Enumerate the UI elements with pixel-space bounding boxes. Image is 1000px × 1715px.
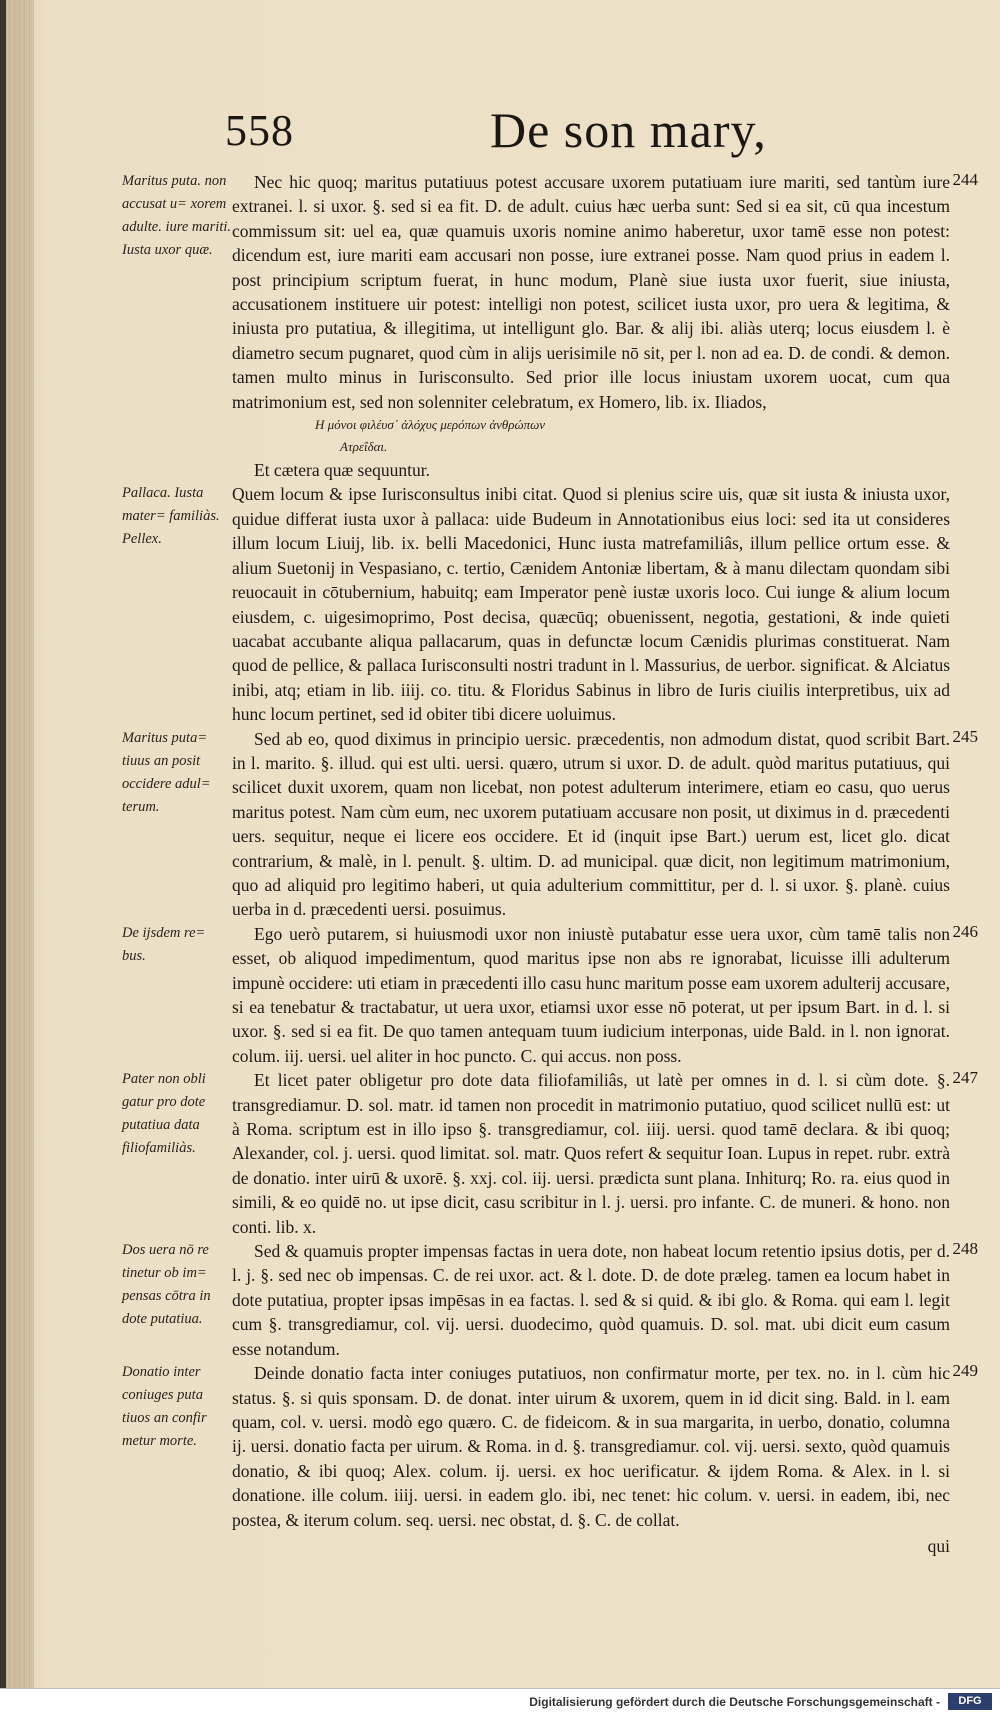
greek-quote-line: Ατρεΐδαι. [340, 439, 388, 455]
margin-note: Dos uera nō re tinetur ob im= pensas cōtra in dote putatiua. [122, 1242, 211, 1328]
paragraph-block-248 [0, 1239, 1000, 1361]
catchword: qui [927, 1535, 950, 1556]
dfg-logo-icon: DFG [948, 1693, 992, 1710]
page-header [0, 102, 1000, 175]
margin-note: Maritus puta= tiuus an posit occidere adul= terum. [122, 729, 211, 815]
running-title: De son mary, [490, 102, 767, 158]
paragraph-number: 248 [952, 1239, 978, 1259]
paragraph-block-246 [0, 922, 1000, 1068]
paragraph-block-245 [0, 727, 1000, 922]
paragraph-text: Sed ab eo, quod diximus in principio uersic. præcedentis, non admodum distat, quod scribit Bart. in l. marito. §. illud. qui est ulti. uersi. quæro, utrum si uxor. D. de adult. quòd maritus putatiuus, qui scilicet duxit uxorem, quam non licebat, non potest adulterum interimere, etiam eo casu, quo uerus maritus potest. Nam cùm eum, nec uxorem putatiuam accusare non posit, ut diximus in d. præcedenti uers. sequitur, neque ei licere eos occidere. Et id (inquit ipse Bart.) uerum est, licet glo. dicat contrarium, & malè, in l. penult. §. ultim. D. ad municipal. quæ dicit, non legitimum matrimonium, quo ad aliquid pro legitimo haberi, ut quia adulterium committitur, per d. l. si uxor. §. planè. cuius uerba in d. præcedenti uersi. posuimus. [232, 728, 950, 920]
paragraph-block-pallaca [0, 482, 1000, 726]
page-number: 558 [225, 106, 294, 155]
paragraph-block-244 [0, 170, 1000, 414]
margin-note: De ijsdem re= bus. [122, 924, 206, 964]
margin-note: Pater non obli gatur pro dote putatiua data filiofamiliàs. [122, 1071, 206, 1157]
margin-note: Maritus puta. non accusat u= xorem adulte. iure mariti. Iusta uxor quæ. [122, 173, 232, 258]
paragraph-text: Et licet pater obligetur pro dote data filiofamiliâs, ut latè per omnes in d. l. si cùm dote. §. transgrediamur. D. sol. matr. id tamen non procedit in matrimonio putatiuo, quod scilicet nullū est: ut à Roma. scriptum est in illo ipso §. transgrediamur, col. iiij. uersi. quod tamē declara. & ibi quoq; Alexander, col. j. uersi. quod limitat. sol. matr. Quos refert & sequitur Ioan. Lupus in repet. rubr. extrà de donatio. inter uirū & uxorē. §. xxj. col. iij. uersi. prædicta sunt plana. Inhiturq; Ro. ra. eius quod in simili, & eo quidē no. ut ipse dicit, casu scribitur in l. j. uersi. pro infante. C. de muneri. & hono. non conti. lib. x. [232, 1070, 950, 1237]
margin-note: Pallaca. Iusta mater= familiàs. Pellex. [122, 485, 220, 548]
paragraph-number: 245 [952, 726, 978, 746]
paragraph-text: Ego uerò putarem, si huiusmodi uxor non iniustè putabatur esse uera uxor, cùm tamē talis non esset, ob aliquod impedimentum, quod maritus ipse non abs re ignorabat, licuisse illi adulterum impunè occidere: uti etiam in præcedenti illo casu hunc maritum posse eam uxorem adulterij accusare, si ea tenebatur & tractabatur, ut uera uxor, etiamsi uxor esse nō poterat, ut per ipsum Bart. in d. l. si uxor. §. sed si ea fit. De quo tamen antequam tuum iudicium interponas, uide Bald. in l. non ignorat. colum. iij. uersi. uel aliter in hoc puncto. C. qui accus. non poss. [232, 923, 950, 1066]
paragraph-number: 246 [952, 921, 978, 941]
paragraph-number: 244 [952, 170, 978, 189]
paragraph-text: Quem locum & ipse Iurisconsultus inibi citat. Quod si plenius scire uis, quæ sit iusta & iniusta uxor, quidue differat iusta uxor à pallaca: uide Budeum in Annotationibus eius loci: sed ita ut consideres illum locum Liuij, lib. ix. belli Macedonici, Hunc iusta matrefamiliâs, illum pellice ortum esse. & alium Suetonij in Vespasiano, c. tertio, Cænidem Antoniæ libertam, & à manu dilectam quondam sibi reuocauit in cōtubernium, habuitq; eam Imperator penè iustæ uxoris loco. Cui iunge & alium locum eiusdem, c. uigesimoprimo, Post decisa, quæcūq; obuenissent, negotia, gestationi, & inde quieti uacabat accubante aliqua pallacarum, quas in defunctæ locum Cænidis plurimas constituerat. Nam quod de pellice, & pallaca Iurisconsulti nostri tradunt in l. Massurius, de uerbor. significat. & Alciatus inibi, atq; etiam in lib. iiij. co. titu. & Floridus Sabinus in libro de Iuris ciuilis interpretibus, uix ad hunc locum pertinet, sed id obiter tibi dicere uoluimus. [232, 484, 950, 725]
paragraph-text: Sed & quamuis propter impensas factas in uera dote, non habeat locum retentio ipsius dotis, per d. l. j. §. sed nec ob impensas. C. de rei uxor. act. & l. dote. D. de dote præleg. tamen ea locum habet in dote putatiua, propter ipsas impēsas in ea factas. l. sed & si quid. & ibi glo. & Roma. qui eam l. legit cum §. transgrediamur, col. vij. uersi. duodecimo, quòd quamuis. D. sol. mat. ubi dicit eum casum esse notandum. [232, 1241, 950, 1359]
greek-quote-line: Η μόνοι φιλέυσ᾽ ἀλόχυς μερόπων ἀνθρώπων [315, 417, 546, 433]
footer-credit: Digitalisierung gefördert durch die Deutsche Forschungsgemeinschaft - [529, 1695, 940, 1709]
paragraph-block-247 [0, 1068, 1000, 1239]
quote-followup: Et cætera quæ sequuntur. [254, 460, 430, 481]
paragraph-number: 247 [952, 1068, 978, 1088]
paragraph-text: Nec hic quoq; maritus putatiuus potest accusare uxorem putatiuam iure mariti, sed tantùm iure extranei. l. si uxor. §. sed si ea fit. D. de adult. cuius hæc uerba sunt: Sed si ea sit, cū qua incestum commissum sit: uel ea, quæ quamuis uxoris nomine animo haberetur, uxor tamē esse non potest: dicendum est, iure mariti eam accusari non posse, iure extranei posse. Nam quod prius in eadem l. post principium scriptum fuerat, in hunc modum, Planè siue iusta uxor fuerit, siue iniusta, accusationem instituere uir potest: intelligi non potest, scilicet iusta uxor, pro uera & legitima, & iniusta pro putatiua, & illegitima, ut intelligunt glo. Bar. & alij ibi. aliàs uterq; locus eiusdem l. è diametro secum pugnaret, quod cùm in alijs uerisimile nō sit, per l. non ad ea. D. de condi. & demon. tamen multo minus in Iurisconsulto. Sed prior ille locus iniustam uxorem uocat, cum qua matrimonium est, sed non solenniter celebratum, ex Homero, lib. ix. Iliados, [232, 172, 950, 412]
paragraph-block-249 [0, 1361, 1000, 1532]
paragraph-text: Deinde donatio facta inter coniuges putatiuos, non confirmatur morte, per tex. no. in l. cùm hic status. §. si quis sponsam. D. de donat. inter uirum & uxorem, quem in id dicit sing. Bald. in l. eam quam, col. v. uersi. modò ego quæro. C. de fideicom. & in sua margarita, in uerbo, donatio, columna ij. uersi. donatio facta per uirum. & Roma. in d. §. transgrediamur. col. vij. uersi. sexto, quòd quamuis donatio, & ibi quoq; Alex. colum. ij. uersi. ex hoc uerificatur. & ijdem Roma. & Alex. in l. si donatione. ille colum. iiij. uersi. in eadem glo. ibi, nec tenet: hic colum. v. uersi. in eadem, ibi, nec postea, & iterum colum. seq. uersi. nec obstat, d. §. C. de collat. [232, 1363, 950, 1530]
page-body [0, 170, 1000, 1558]
margin-note: Donatio inter coniuges puta tiuos an confir metur morte. [122, 1364, 207, 1450]
paragraph-number: 249 [952, 1361, 978, 1381]
digitization-footer [0, 1688, 1000, 1715]
